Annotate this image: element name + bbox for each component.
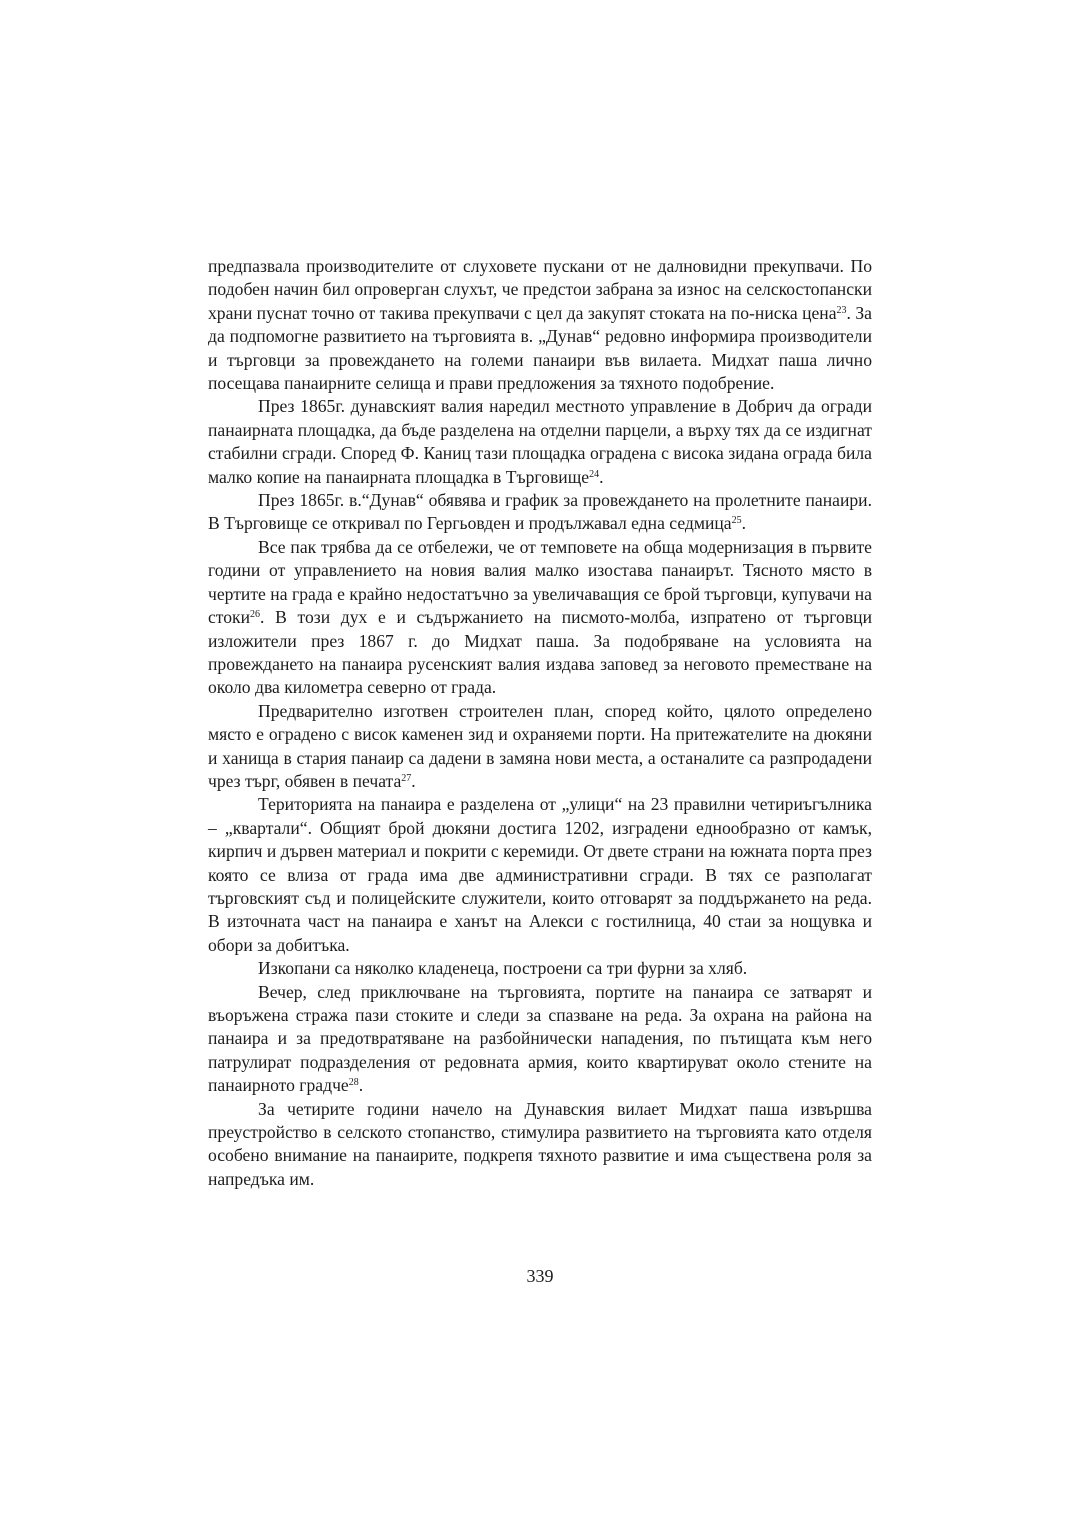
- text-segment: За четирите години начело на Дунавския вилает Мидхат паша извършва преустройство в селското стопанство, стимулира развитието на търговията като отделя особено внимание на панаирите, подкрепя тяхното развитие и има съществена роля за напредъка им.: [208, 1098, 872, 1189]
- text-segment: . За да подпомогне развитието на търговията в. „Дунав“ редовно информира производители и търговци за провеждането на големи панаири във вилаета. Мидхат паша лично посещава панаирните селища и прави предложения за тяхното подобрение.: [208, 302, 872, 394]
- text-segment: През 1865г. в.“Дунав“ обявява и график за провеждането на пролетните панаири. В Търговище се откривал по Гергьовден и продължавал една седмица: [208, 490, 872, 534]
- footnote-ref-28: 28: [348, 1077, 359, 1089]
- text-segment: .: [599, 466, 604, 487]
- text-segment: .: [741, 513, 747, 534]
- paragraph-8: [208, 981, 872, 1098]
- text-segment: .: [358, 1075, 364, 1096]
- text-segment: .: [411, 770, 416, 791]
- paragraph-1: [208, 255, 872, 395]
- paragraph-7: [208, 957, 872, 980]
- paragraph-2: [208, 395, 872, 489]
- page-number: 339: [526, 1266, 554, 1286]
- paragraph-9: [208, 1098, 872, 1192]
- text-segment: Предварително изготвен строителен план, според който, цялото определено място е оградено с висок каменен зид и охраняеми порти. На притежателите на дюкяни и ханища в стария панаир са дадени в замяна нови места, а останалите са разпродадени чрез търг, обявен в печата: [208, 700, 872, 791]
- paragraph-6: [208, 793, 872, 957]
- paragraph-3: [208, 489, 872, 536]
- text-segment: Все пак трябва да се отбележи, че от темповете на обща модернизация в първите години от управлението на новия валия малко изостава панаирът. Тясното място в чертите на града е крайно недостатъчно за увеличаващия се брой търговци, купувачи на стоки: [208, 536, 872, 628]
- footnote-ref-25: 25: [731, 515, 742, 527]
- footnote-ref-23: 23: [836, 304, 847, 316]
- footnote-ref-24: 24: [589, 468, 600, 480]
- text-segment: Вечер, след приключване на търговията, портите на панаира се затварят и въоръжена стража пази стоките и следи за спазване на реда. За охрана на района на панаира и за предотвратяване на разбойнически нападения, по пътищата към него патрулират подразделения от редовната армия, които квартируват около стените на панаирното градче: [208, 981, 872, 1096]
- footnote-ref-26: 26: [250, 609, 261, 621]
- paragraph-5: [208, 700, 872, 794]
- text-segment: . В този дух е и съдържанието на писмото-молба, изпратено от търговци изложители през 1867 г. до Мидхат паша. За подобряване на условията на провеждането на панаира русенският валия издава заповед за неговото преместване на около два километра северно от града.: [208, 607, 872, 698]
- footnote-ref-27: 27: [401, 772, 412, 784]
- text-segment: Територията на панаира е разделена от „улици“ на 23 правилни четириъгълника – „квартали“. Общият брой дюкяни достига 1202, изградени еднообразно от камък, кирпич и дървен материал и покрити с керемиди. От двете страни на южната порта през която се влиза от града има две административни сгради. В тях се разполагат търговският съд и полицейските служители, които отговарят за поддържането на реда. В източната част на панаира е ханът на Алекси с гостилница, 40 стаи за нощувка и обори за добитъка.: [208, 794, 872, 955]
- paragraph-4: [208, 536, 872, 700]
- text-segment: Изкопани са няколко кладенеца, построени са три фурни за хляб.: [258, 958, 748, 979]
- text-segment: През 1865г. дунавският валия наредил местното управление в Добрич да огради панаирната площадка, да бъде разделена на отделни парцели, а върху тях да се издигнат стабилни сгради. Според Ф. Каниц тази площадка оградена с висока зидана ограда била малко копие на панаирната площадка в Търговище: [208, 396, 872, 487]
- text-segment: предпазвала производителите от слуховете пускани от не далновидни прекупвачи. По подобен начин бил опроверган слухът, че предстои забрана за износ на селскостопански храни пуснат точно от такива прекупвачи с цел да закупят стоката на по-ниска цена: [208, 256, 872, 323]
- body-text: [208, 255, 872, 1191]
